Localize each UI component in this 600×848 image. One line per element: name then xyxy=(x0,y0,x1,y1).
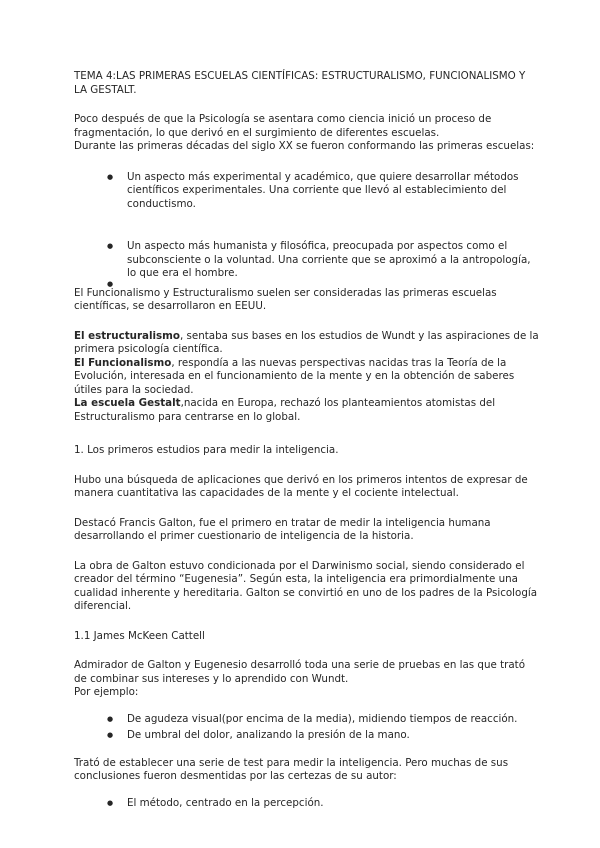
school-gestalt xyxy=(74,397,540,424)
school-functionalism xyxy=(74,357,540,398)
example-label: Por ejemplo: xyxy=(74,686,139,698)
functionalism-intro: El Funcionalismo y Estructuralismo suelen ser consideradas las primeras escuelas científicas, se desarrollaron en EEUU. xyxy=(74,286,497,312)
intro-paragraph-1: Poco después de que la Psicología se asentara como ciencia inició un proceso de fragmentación, lo que derivó en el surgimiento de diferentes escuelas. xyxy=(74,113,492,139)
schools-aspects-list xyxy=(74,171,540,287)
section-1-heading: 1. Los primeros estudios para medir la inteligencia. xyxy=(74,444,339,456)
list-item: ● El método, centrado en la percepción. xyxy=(74,797,540,811)
list-item: ● De agudeza visual(por encima de la media), midiendo tiempos de reacción. xyxy=(74,713,540,727)
school-label: El estructuralismo xyxy=(74,329,180,342)
cattell-tests-list xyxy=(74,713,540,743)
cattell-paragraph-2: Trató de establecer una serie de test para medir la inteligencia. Pero muchas de sus conclusiones fueron desmentidas por las certezas de su autor: xyxy=(74,756,509,782)
list-item: ● De umbral del dolor, analizando la presión de la mano. xyxy=(74,729,540,743)
conclusions-list xyxy=(74,797,540,811)
intro-paragraph-2: Durante las primeras décadas del siglo XX se fueron conformando las primeras escuelas: xyxy=(74,140,535,152)
section-1-paragraph: La obra de Galton estuvo condicionada por el Darwinismo social, siendo considerado el creador del término “Eugenesia”. Según esta, la inteligencia era primordialmente una cualidad inherente y hereditaria. Galton se convirtió en uno de los padres de la Psicología diferencial. xyxy=(74,559,538,612)
list-item: ● Un aspecto más experimental y académico, que quiere desarrollar métodos científicos experimentales. Una corriente que llevó al establecimiento del conductismo. xyxy=(74,171,540,212)
section-1-paragraph: Hubo una búsqueda de aplicaciones que derivó en los primeros intentos de expresar de manera cuantitativa las capacidades de la mente y el cociente intelectual. xyxy=(74,473,528,499)
list-item-empty xyxy=(74,281,540,287)
document-title: TEMA 4:LAS PRIMERAS ESCUELAS CIENTÍFICAS: ESTRUCTURALISMO, FUNCIONALISMO Y LA GESTALT. xyxy=(74,70,526,96)
school-structuralism xyxy=(74,330,540,357)
list-item: ● Un aspecto más humanista y filosófica, preocupada por aspectos como el subconsciente o la voluntad. Una corriente que se aproximó a la antropología, lo que era el hombre. xyxy=(74,240,540,281)
school-text: , sentaba sus bases en los estudios de Wundt y las aspiraciones de la primera psicología científica. xyxy=(74,329,539,355)
school-text: , respondía a las nuevas perspectivas nacidas tras la Teoría de la Evolución, interesada en el funcionamiento de la mente y en la obtención de saberes útiles para la sociedad. xyxy=(74,356,515,396)
school-label: La escuela Gestalt xyxy=(74,397,181,409)
section-1-1-heading: 1.1 James McKeen Cattell xyxy=(74,629,205,642)
section-1-paragraph: Destacó Francis Galton, fue el primero en tratar de medir la inteligencia humana desarrollando el primer cuestionario de inteligencia de la historia. xyxy=(74,516,491,542)
cattell-paragraph: Admirador de Galton y Eugenesio desarrolló toda una serie de pruebas en las que trató de combinar sus intereses y lo aprendido con Wundt. xyxy=(74,659,526,685)
school-text: ,nacida en Europa, rechazó los planteamientos atomistas del Estructuralismo para centrarse en lo global. xyxy=(74,397,496,423)
school-label: El Funcionalismo xyxy=(74,356,172,369)
